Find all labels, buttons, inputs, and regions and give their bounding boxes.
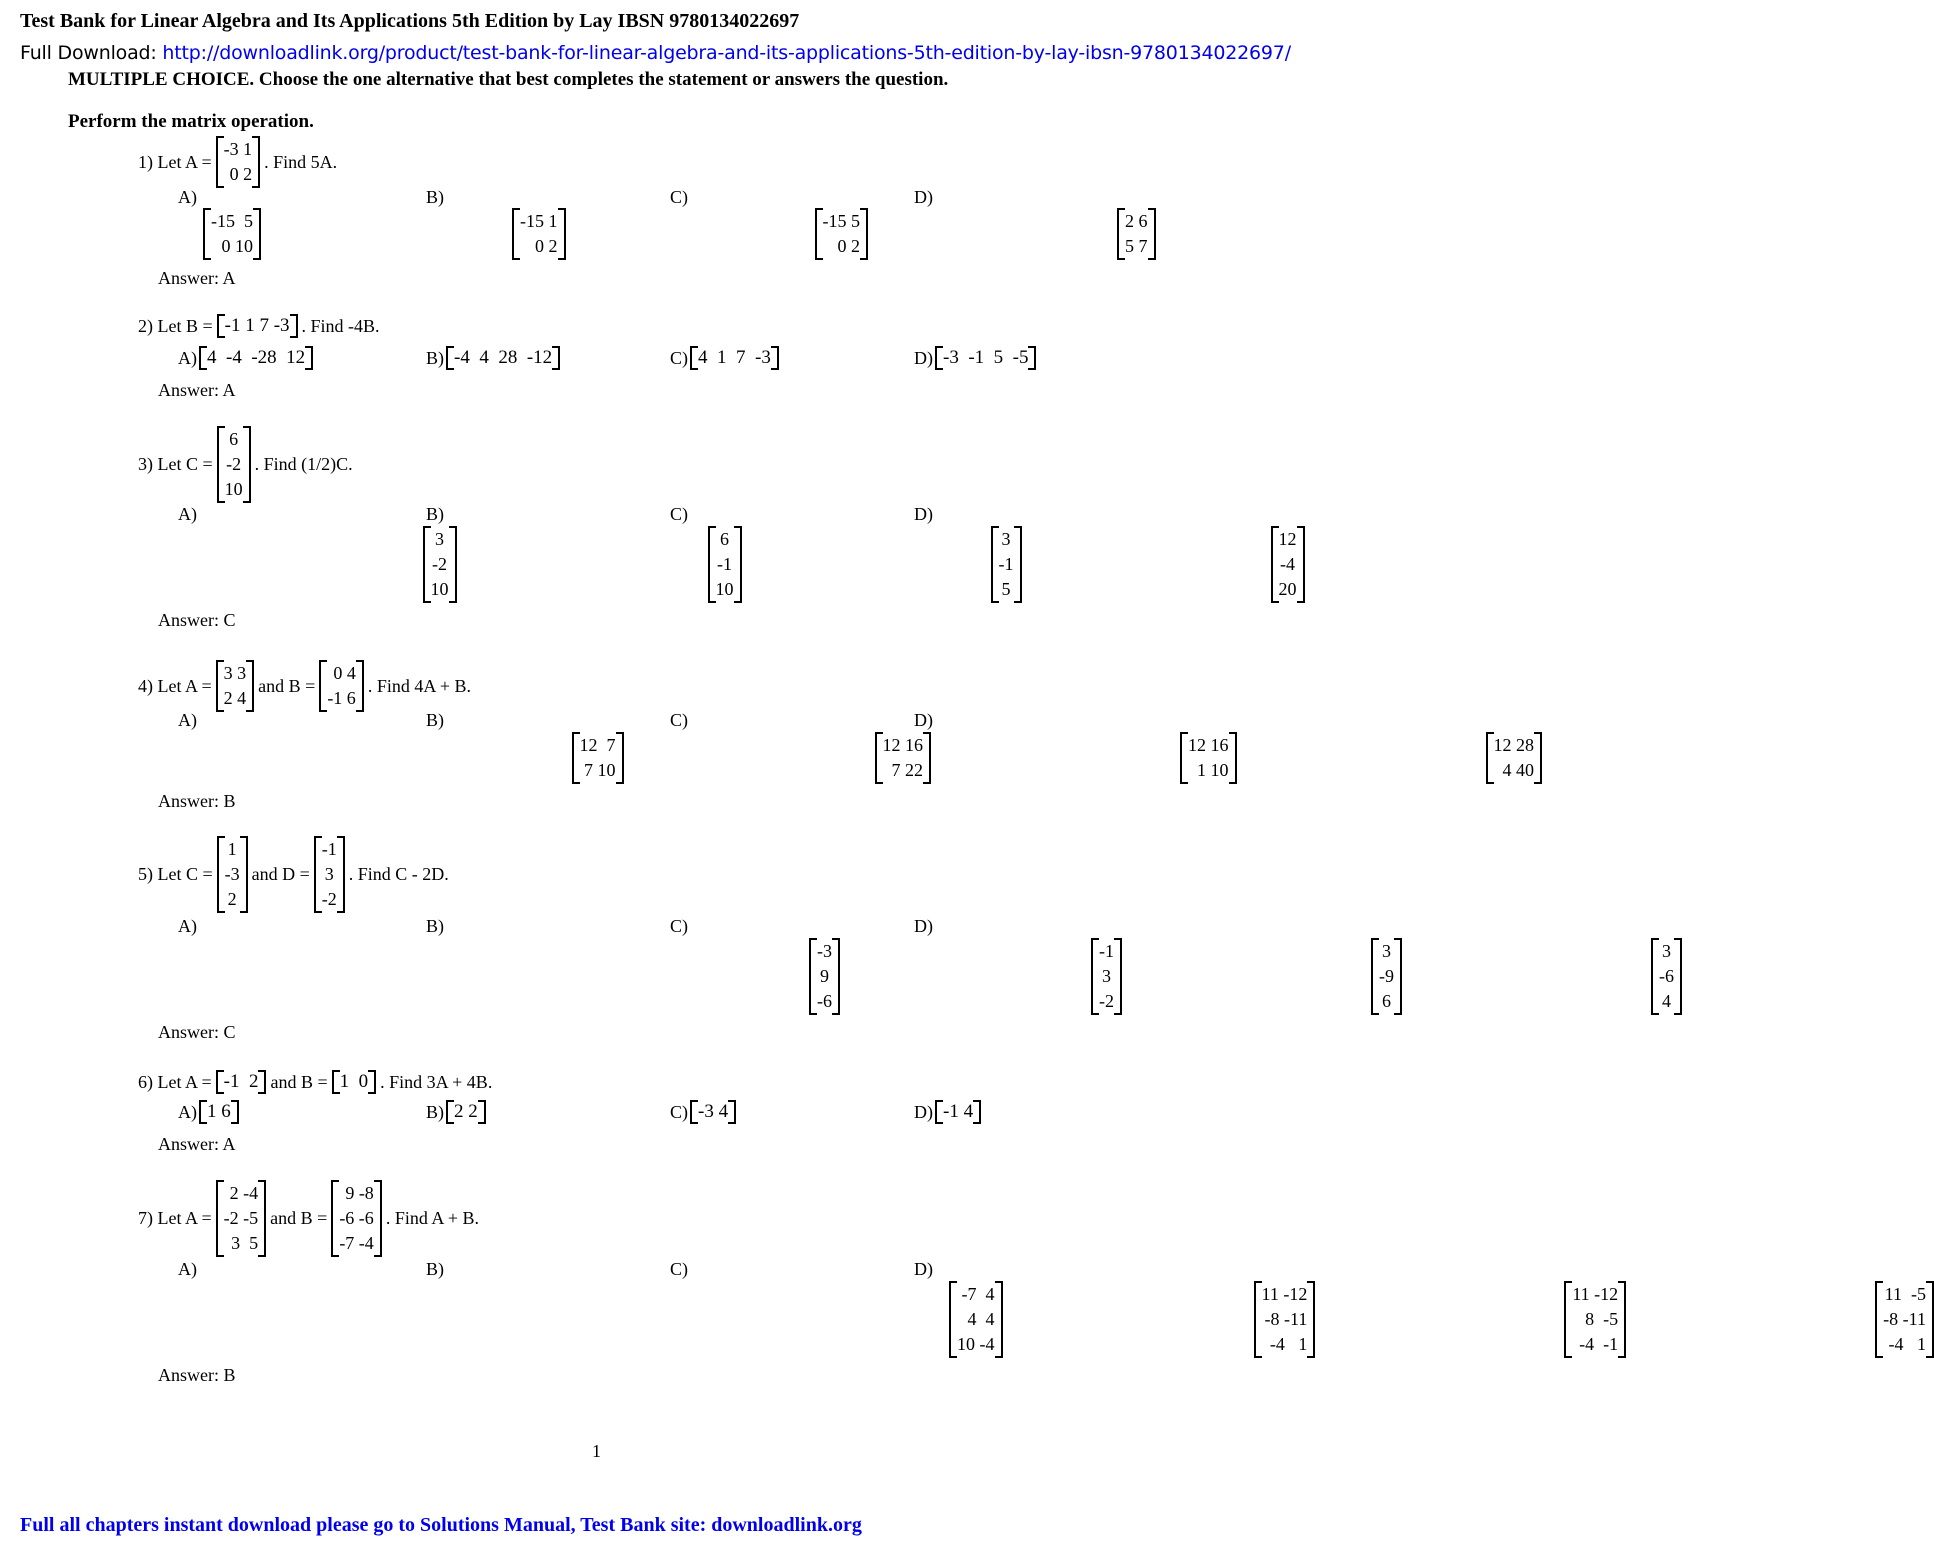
- footer-download-note[interactable]: Full all chapters instant download please go to Solutions Manual, Test Bank site: downloadlink.org: [20, 1514, 862, 1536]
- q2-choice-d: [914, 346, 1036, 370]
- section-heading: Perform the matrix operation.: [68, 111, 314, 132]
- q2-matrix-b: -1 1 7 -3: [217, 314, 298, 338]
- download-line: [20, 42, 1291, 64]
- q4-choice-d-matrix: 12 28 4 40: [1486, 732, 1543, 784]
- q7-matrix-a: 2 -4 -2 -5 3 5: [216, 1180, 267, 1257]
- q7-answer: Answer: B: [158, 1365, 236, 1385]
- page-number: 1: [592, 1441, 601, 1461]
- q6-choice-b: [426, 1100, 486, 1124]
- q2-choice-b: [426, 346, 560, 370]
- q5-suffix: . Find C - 2D.: [348, 864, 449, 884]
- q1-choice-d-matrix: 2 6 5 7: [1117, 208, 1156, 260]
- q7-choice-c-label: C): [670, 1259, 688, 1279]
- q6-answer: Answer: A: [158, 1134, 236, 1154]
- q3-choice-b-label: B): [426, 504, 444, 524]
- q3-choice-d-label: D): [914, 504, 933, 524]
- q6-choice-d: [914, 1100, 981, 1124]
- q5-matrix-c: 1 -3 2: [217, 836, 248, 913]
- instructions: MULTIPLE CHOICE. Choose the one alternative that best completes the statement or answers the question.: [68, 69, 949, 90]
- q6-choice-c-matrix: -3 4: [690, 1100, 736, 1124]
- question-3: [134, 426, 357, 503]
- q1-suffix: . Find 5A.: [264, 151, 338, 172]
- q1-choice-d-label: D): [914, 187, 933, 207]
- q7-choice-b-label: B): [426, 1259, 444, 1279]
- q6-prefix: 6) Let A =: [138, 1071, 212, 1092]
- q7-choice-a-matrix: -7 4 4 4 10 -4: [949, 1281, 1003, 1358]
- question-4: [134, 660, 475, 712]
- q7-prefix: 7) Let A =: [138, 1208, 212, 1228]
- q6-matrix-a: -1 2: [216, 1070, 267, 1094]
- q4-answer: Answer: B: [158, 791, 236, 811]
- q4-choice-a-matrix: 12 7 7 10: [572, 732, 624, 784]
- q4-choice-c-label: C): [670, 710, 688, 730]
- q7-matrix-b: 9 -8 -6 -6 -7 -4: [331, 1180, 382, 1257]
- q5-middle: and D =: [251, 864, 310, 884]
- q1-prefix: 1) Let A =: [138, 151, 212, 172]
- q6-suffix: . Find 3A + 4B.: [380, 1071, 493, 1092]
- q4-suffix: . Find 4A + B.: [367, 675, 471, 696]
- q5-answer: Answer: C: [158, 1022, 236, 1042]
- q1-choice-b-matrix: -15 1 0 2: [512, 208, 566, 260]
- q4-choice-b-label: B): [426, 710, 444, 730]
- q5-choice-b-matrix: -1 3 -2: [1091, 938, 1122, 1015]
- download-prefix: Full Download:: [20, 42, 163, 64]
- q1-choice-c-matrix: -15 5 0 2: [815, 208, 869, 260]
- q5-choice-d-label: D): [914, 916, 933, 936]
- q3-choice-c-matrix: 3 -1 5: [991, 526, 1022, 603]
- q1-choice-b-label: B): [426, 187, 444, 207]
- q5-matrix-d: -1 3 -2: [314, 836, 345, 913]
- q7-choice-c-matrix: 11 -12 8 -5 -4 -1: [1564, 1281, 1626, 1358]
- q2-answer: Answer: A: [158, 380, 236, 400]
- q6-choice-a-matrix: 1 6: [199, 1100, 239, 1124]
- q2-prefix: 2) Let B =: [138, 315, 213, 336]
- q1-answer: Answer: A: [158, 268, 236, 288]
- question-5: [134, 836, 453, 913]
- q6-choice-a-label: A): [178, 1101, 197, 1122]
- q2-choice-c: [670, 346, 779, 370]
- q3-choice-a-matrix: 3 -2 10: [423, 526, 457, 603]
- q3-choice-d-matrix: 12 -4 20: [1271, 526, 1305, 603]
- question-6: [134, 1070, 496, 1094]
- q5-choice-b-label: B): [426, 916, 444, 936]
- q6-choice-b-matrix: 2 2: [446, 1100, 486, 1124]
- q4-choice-c-matrix: 12 16 1 10: [1180, 732, 1237, 784]
- q5-choice-a-matrix: -3 9 -6: [809, 938, 840, 1015]
- q2-suffix: . Find -4B.: [301, 315, 380, 336]
- q2-choice-b-matrix: -4 4 28 -12: [446, 346, 560, 370]
- q6-choice-c: [670, 1100, 736, 1124]
- question-7: [134, 1180, 483, 1257]
- q7-choice-d-label: D): [914, 1259, 933, 1279]
- q2-choice-d-matrix: -3 -1 5 -5: [935, 346, 1036, 370]
- q5-choice-a-label: A): [178, 916, 197, 936]
- q1-choice-c-label: C): [670, 187, 688, 207]
- q5-choice-d-matrix: 3 -6 4: [1651, 938, 1682, 1015]
- q7-choice-a-label: A): [178, 1259, 197, 1279]
- q1-matrix-a: -3 1 0 2: [216, 136, 261, 188]
- q4-matrix-a: 3 3 2 4: [216, 660, 255, 712]
- q1-choice-a-matrix: -15 5 0 10: [203, 208, 261, 260]
- q3-choice-c-label: C): [670, 504, 688, 524]
- q6-middle: and B =: [270, 1071, 328, 1092]
- q5-choice-c-label: C): [670, 916, 688, 936]
- q4-middle: and B =: [258, 675, 316, 696]
- q2-choice-b-label: B): [426, 347, 444, 368]
- q2-choice-c-label: C): [670, 347, 688, 368]
- q4-choice-d-label: D): [914, 710, 933, 730]
- q2-choice-a-label: A): [178, 347, 197, 368]
- q2-choice-a: [178, 346, 313, 370]
- q4-choice-a-label: A): [178, 710, 197, 730]
- q3-prefix: 3) Let C =: [138, 454, 213, 474]
- q7-choice-d-matrix: 11 -5 -8 -11 -4 1: [1875, 1281, 1934, 1358]
- q4-prefix: 4) Let A =: [138, 675, 212, 696]
- question-2: [134, 314, 384, 338]
- q4-choice-b-matrix: 12 16 7 22: [875, 732, 932, 784]
- q2-choice-d-label: D): [914, 347, 933, 368]
- q5-prefix: 5) Let C =: [138, 864, 213, 884]
- q3-choice-b-matrix: 6 -1 10: [708, 526, 742, 603]
- document-title: Test Bank for Linear Algebra and Its Applications 5th Edition by Lay IBSN 9780134022697: [20, 10, 800, 32]
- q4-matrix-b: 0 4 -1 6: [319, 660, 364, 712]
- q6-choice-d-matrix: -1 4: [935, 1100, 981, 1124]
- q2-choice-a-matrix: 4 -4 -28 12: [199, 346, 313, 370]
- q3-answer: Answer: C: [158, 610, 236, 630]
- download-link[interactable]: http://downloadlink.org/product/test-bank-for-linear-algebra-and-its-applications-5th-edition-by-lay-ibsn-9780134022697/: [162, 42, 1291, 64]
- q2-choice-c-matrix: 4 1 7 -3: [690, 346, 779, 370]
- q7-choice-b-matrix: 11 -12 -8 -11 -4 1: [1254, 1281, 1316, 1358]
- q3-suffix: . Find (1/2)C.: [254, 454, 353, 474]
- q7-suffix: . Find A + B.: [385, 1208, 479, 1228]
- q6-choice-d-label: D): [914, 1101, 933, 1122]
- question-1: [134, 136, 341, 188]
- q6-choice-b-label: B): [426, 1101, 444, 1122]
- q6-choice-c-label: C): [670, 1101, 688, 1122]
- q3-choice-a-label: A): [178, 504, 197, 524]
- q7-middle: and B =: [270, 1208, 328, 1228]
- q6-matrix-b: 1 0: [332, 1070, 377, 1094]
- q1-choice-a-label: A): [178, 187, 197, 207]
- q6-choice-a: [178, 1100, 239, 1124]
- q5-choice-c-matrix: 3 -9 6: [1371, 938, 1402, 1015]
- q3-matrix-c: 6 -2 10: [217, 426, 251, 503]
